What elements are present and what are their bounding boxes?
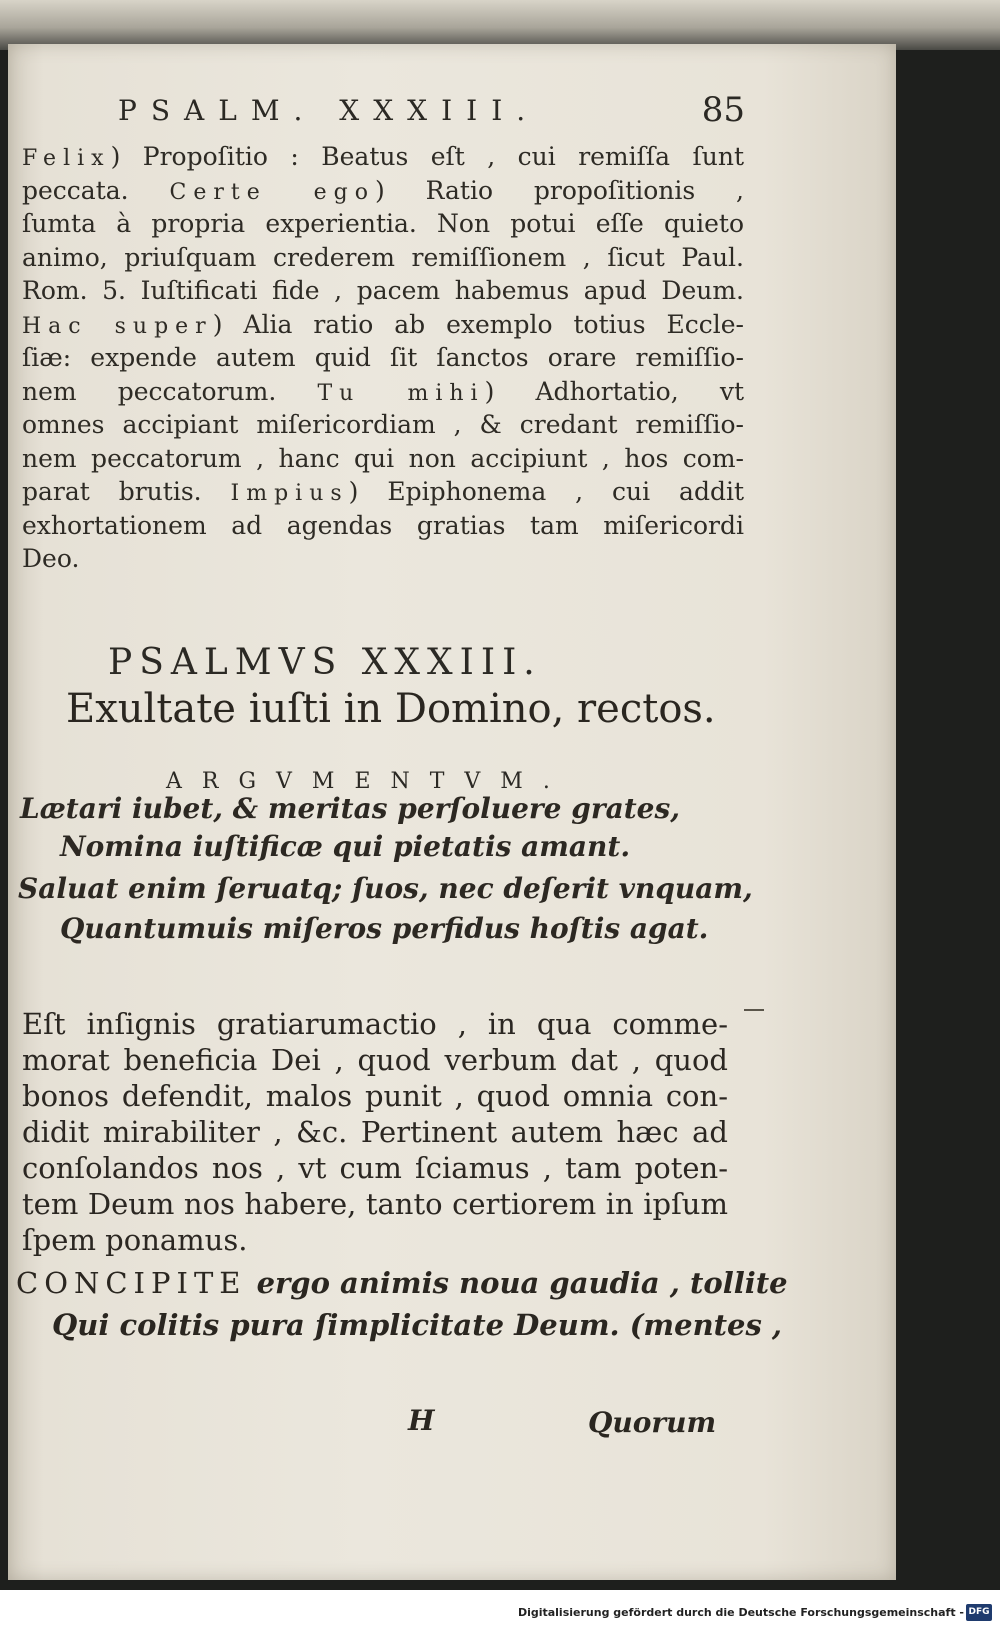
psalm-incipit: Exultate iuſti in Domino, rectos. — [66, 686, 716, 732]
lemma: Felix — [22, 146, 111, 171]
dfg-logo: DFG — [966, 1604, 992, 1621]
commentary-line: ſumta à propria experientia. Non potui eſſe quieto — [22, 209, 744, 238]
lemma: Certe ego — [169, 179, 375, 205]
book-page — [8, 44, 896, 1580]
commentary-line: Rom. 5. Iuſtificati fide , pacem habemus apud Deum. — [22, 276, 744, 305]
argument-verse: Lætari iubet, & meritas perſoluere grates, — [20, 792, 680, 825]
commentary-line: Deo. — [22, 544, 80, 573]
closing-caps: CONCIPITE — [16, 1266, 247, 1300]
body-line: didit mirabiliter , &c. Pertinent autem hæc ad — [22, 1115, 728, 1149]
running-head: PSALM. XXXIII. — [118, 94, 540, 127]
commentary-line: peccata. Certe ego) Ratio propoſitionis , — [22, 175, 745, 205]
commentary-line: nem peccatorum , hanc qui non accipiunt , hos com- — [22, 443, 744, 473]
closing-line-2: Qui colitis pura ſimplicitate Deum. (mentes , — [52, 1308, 783, 1342]
commentary-line: omnes accipiant miſericordiam , & credant remiſſio- — [22, 410, 744, 439]
psalm-introduction — [22, 1006, 728, 1258]
commentary-line: nem peccatorum. Tu mihi) Adhortatio, vt — [22, 376, 744, 406]
body-line: morat beneficia Dei , quod verbum dat , quod — [22, 1043, 728, 1077]
body-line: ſpem ponamus. — [22, 1223, 248, 1257]
body-line: conſolandos nos , vt cum ſciamus , tam poten- — [22, 1151, 728, 1185]
commentary-line: Felix) Propoſitio : Beatus eſt , cui remiſſa ſunt — [22, 142, 744, 171]
argument-verse: Saluat enim ſeruatq; ſuos, nec deſerit vnquam, — [18, 872, 753, 905]
argument-verse: Nomina iuſtificæ qui pietatis amant. — [60, 830, 631, 863]
argument-verse: Quantumuis miſeros perfidus hoſtis agat. — [60, 912, 709, 945]
body-line: Eſt inſignis gratiarumactio , in qua comme- — [22, 1007, 728, 1041]
body-line: bonos defendit, malos punit , quod omnia con- — [22, 1079, 728, 1113]
commentary-line: parat brutis. Impius) Epiphonema , cui addit — [22, 477, 745, 506]
lemma: Hac super — [22, 313, 213, 339]
gathering-signature: H — [408, 1404, 435, 1437]
commentary-line: animo, priuſquam crederem remiſſionem , ſicut Paul. — [22, 242, 744, 272]
lemma: Tu mihi — [317, 380, 485, 406]
argument-heading: ARGVMENTVM. — [166, 769, 570, 794]
body-line: tem Deum nos habere, tanto certiorem in ipſum — [22, 1187, 728, 1221]
catchword: Quorum — [588, 1406, 717, 1439]
commentary-line: Hac super) Alia ratio ab exemplo totius Eccle- — [22, 309, 744, 339]
commentary-line: exhortationem ad agendas gratias tam miſericordi — [22, 510, 744, 540]
digitization-credit: Digitalisierung gefördert durch die Deutsche Forschungsgemeinschaft - — [517, 1606, 964, 1619]
page-number: 85 — [701, 90, 745, 130]
closing-line-1: CONCIPITE ergo animis noua gaudia , tollite — [16, 1266, 788, 1300]
margin-dash — [744, 1009, 764, 1011]
commentary-line: ſiæ: expende autem quid ſit ſanctos orare remiſſio- — [22, 343, 744, 372]
scan-background-top — [0, 0, 1000, 50]
commentary-block — [22, 140, 744, 576]
psalm-title: PSALMVS XXXIII. — [108, 642, 542, 683]
lemma: Impius — [230, 481, 349, 506]
